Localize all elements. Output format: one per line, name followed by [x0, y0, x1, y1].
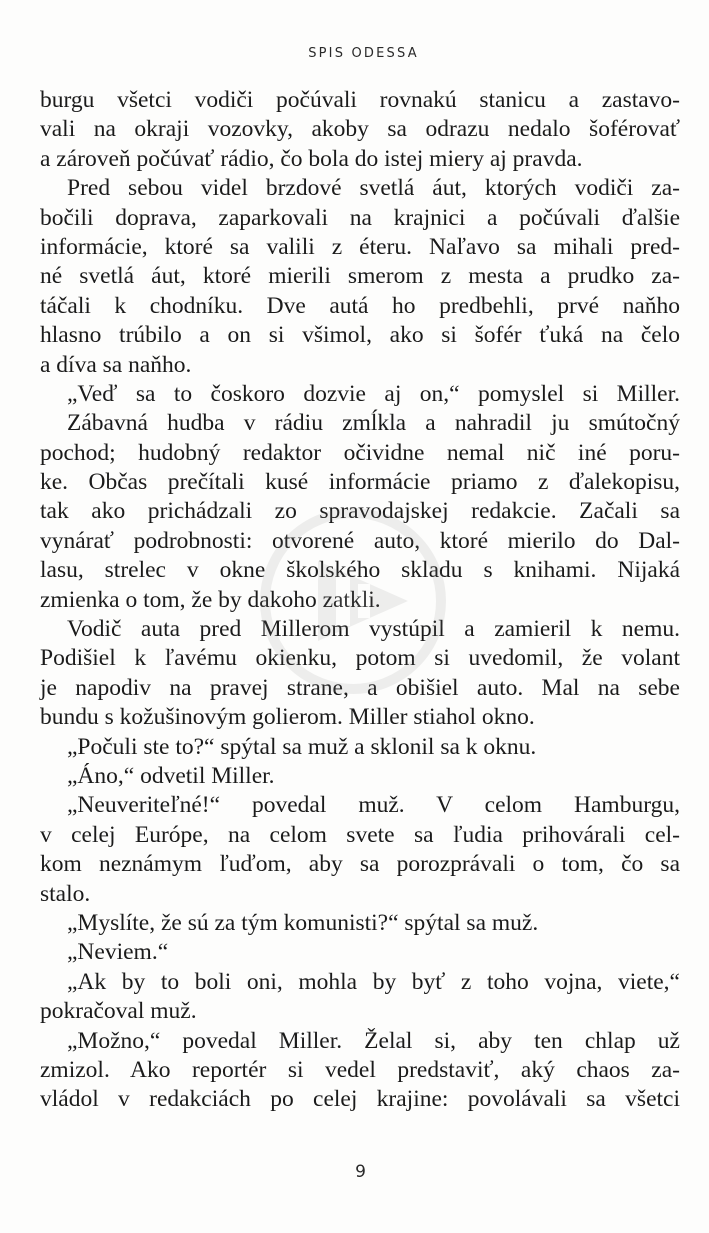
text-line: pochod; hudobný redaktor očividne nemal nič iné poru- — [40, 439, 680, 466]
text-line: hlasno trúbilo a on si všimol, ako si šofér ťuká na čelo — [40, 322, 680, 349]
text-line: stalo. — [40, 880, 91, 907]
text-line: „Možno,“ povedal Miller. Želal si, aby ten chlap už — [67, 1027, 680, 1054]
text-line: zmizol. Ako reportér si vedel predstaviť, aký chaos za- — [40, 1056, 680, 1083]
text-line: „Ak by to boli oni, mohla by byť z toho vojna, viete,“ — [67, 968, 680, 995]
running-head: SPIS ODESSA — [308, 46, 419, 61]
text-line: bočili doprava, zaparkovali na krajnici a počúvali ďalšie — [40, 204, 680, 231]
text-line: Vodič auta pred Millerom vystúpil a zamieril k nemu. — [67, 616, 680, 643]
text-line: né svetlá áut, ktoré mierili smerom z mesta a prudko za- — [40, 263, 680, 290]
text-line: ke. Občas prečítali kusé informácie priamo z ďalekopisu, — [40, 469, 680, 496]
text-line: vynárať podrobnosti: otvorené auto, ktoré mierilo do Dal- — [40, 527, 680, 554]
text-line: „Neuveriteľné!“ povedal muž. V celom Hamburgu, — [67, 792, 680, 819]
text-line: „Počuli ste to?“ spýtal sa muž a sklonil sa k oknu. — [67, 733, 537, 760]
text-line: „Neviem.“ — [67, 939, 169, 966]
text-line: vali na okraji vozovky, akoby sa odrazu nedalo šoférovať — [40, 116, 680, 143]
text-line: Podišiel k ľavému okienku, potom si uvedomil, že volant — [40, 645, 680, 672]
text-line: tak ako prichádzali zo spravodajskej redakcie. Začali sa — [40, 498, 680, 525]
text-line: zmienka o tom, že by dakoho zatkli. — [40, 586, 381, 613]
text-line: pokračoval muž. — [40, 998, 197, 1025]
text-line: vládol v redakciách po celej krajine: povolávali sa všetci — [40, 1086, 680, 1113]
text-line: „Veď sa to čoskoro dozvie aj on,“ pomyslel si Miller. — [67, 380, 680, 407]
text-line: a díva sa naňho. — [40, 351, 192, 378]
text-line: je napodiv na pravej strane, a obišiel auto. Mal na sebe — [40, 674, 680, 701]
text-line: lasu, strelec v okne školského skladu s knihami. Nijaká — [40, 557, 680, 584]
text-line: „Myslíte, že sú za tým komunisti?“ spýtal sa muž. — [67, 909, 539, 936]
text-line: burgu všetci vodiči počúvali rovnakú stanicu a zastavo- — [40, 87, 680, 113]
text-line: a zároveň počúvať rádio, čo bola do istej miery aj pravda. — [40, 145, 583, 172]
text-line: v celej Európe, na celom svete sa ľudia prihovárali cel- — [40, 821, 680, 848]
text-line: Pred sebou videl brzdové svetlá áut, ktorých vodiči za- — [67, 175, 680, 202]
text-line: Zábavná hudba v rádiu zmĺkla a nahradil ju smútočný — [67, 410, 680, 437]
text-line: bundu s kožušinovým golierom. Miller stiahol okno. — [40, 704, 535, 731]
text-line: táčali k chodníku. Dve autá ho predbehli, prvé naňho — [40, 292, 680, 319]
text-line: kom neznámym ľuďom, aby sa porozprávali o tom, čo sa — [40, 851, 680, 878]
body-text — [40, 86, 680, 1115]
text-line: informácie, ktoré sa valili z éteru. Naľavo sa mihali pred- — [40, 233, 680, 260]
page-number: 9 — [355, 1162, 366, 1182]
text-line: „Áno,“ odvetil Miller. — [67, 762, 275, 789]
